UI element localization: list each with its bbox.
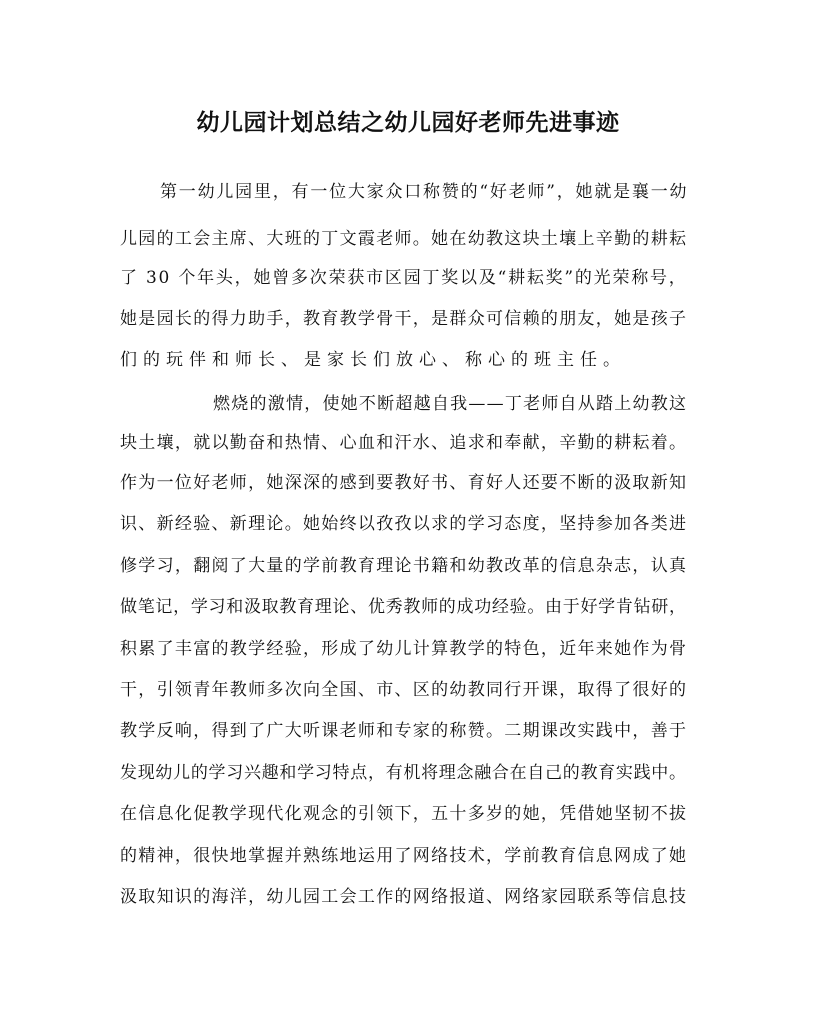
- paragraph-line: 们的玩伴和师长、是家长们放心、称心的班主任。: [120, 350, 626, 370]
- paragraph-line: 识、新经验、新理论。她始终以孜孜以求的学习态度，坚持参加各类进: [120, 514, 688, 534]
- paragraph-line: 发现幼儿的学习兴趣和学习特点，有机将理念融合在自己的教育实践中。: [120, 763, 687, 783]
- paragraph-line: 她是园长的得力助手，教育教学骨干，是群众可信赖的朋友，她是孩子: [120, 309, 688, 329]
- paragraph-line: 作为一位好老师，她深深的感到要教好书、育好人还要不断的汲取新知: [120, 473, 688, 493]
- paragraph-line: 汲取知识的海洋，幼儿园工会工作的网络报道、网络家园联系等信息技: [120, 887, 688, 907]
- paragraph-line: 燃烧的激情，使她不断超越自我——丁老师自从踏上幼教这: [213, 394, 688, 414]
- paragraph-line: 块土壤，就以勤奋和热情、心血和汗水、追求和奉献，辛勤的耕耘着。: [120, 433, 688, 453]
- paragraph-line: 积累了丰富的教学经验，形成了幼儿计算教学的特色，近年来她作为骨: [120, 639, 688, 659]
- paragraph-line: 的精神，很快地掌握并熟练地运用了网络技术，学前教育信息网成了她: [120, 846, 688, 866]
- paragraph-line: 了 30 个年头，她曾多次荣获市区园丁奖以及“耕耘奖”的光荣称号，: [120, 268, 688, 288]
- document-title: 幼儿园计划总结之幼儿园好老师先进事迹: [196, 109, 620, 136]
- paragraph-line: 儿园的工会主席、大班的丁文霞老师。她在幼教这块土壤上辛勤的耕耘: [120, 229, 688, 249]
- paragraph-line: 第一幼儿园里，有一位大家众口称赞的“好老师”，她就是襄一幼: [160, 182, 689, 202]
- paragraph-line: 修学习，翻阅了大量的学前教育理论书籍和幼教改革的信息杂志，认真: [120, 556, 688, 576]
- paragraph-line: 做笔记，学习和汲取教育理论、优秀教师的成功经验。由于好学肯钻研，: [120, 597, 687, 617]
- paragraph-line: 教学反响，得到了广大听课老师和专家的称赞。二期课改实践中，善于: [120, 721, 688, 741]
- paragraph-line: 干，引领青年教师多次向全国、市、区的幼教同行开课，取得了很好的: [120, 680, 688, 700]
- paragraph-line: 在信息化促教学现代化观念的引领下，五十多岁的她，凭借她坚韧不拔: [120, 804, 688, 824]
